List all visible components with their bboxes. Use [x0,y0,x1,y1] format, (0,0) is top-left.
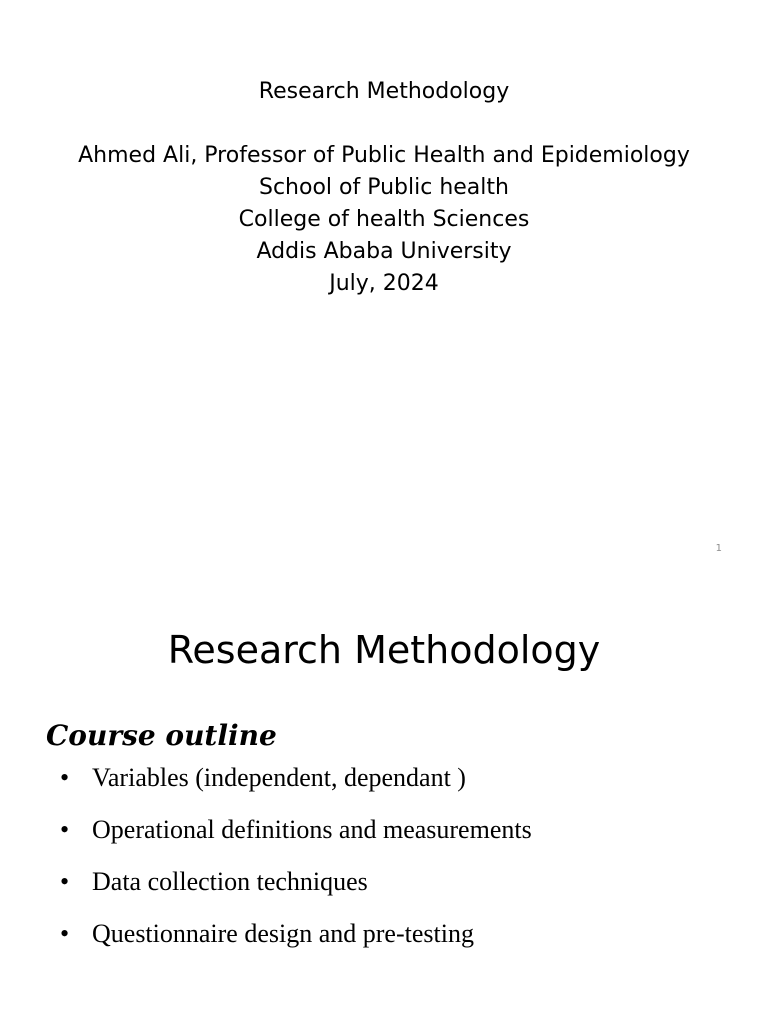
college-line: College of health Sciences [238,207,530,232]
list-item [60,810,532,862]
bullet-icon: • [60,919,70,948]
list-item-text: Operational definitions and measurements [92,815,532,844]
list-item [60,758,532,810]
list-item-text: Data collection techniques [92,867,368,896]
bullet-icon: • [60,763,70,792]
author-line: Ahmed Ali, Professor of Public Health and Epidemiology [78,143,690,168]
school-line: School of Public health [259,175,509,200]
list-item [60,862,532,914]
university-line: Addis Ababa University [256,239,512,264]
slide-2 [0,578,768,1024]
spacer [0,108,768,140]
presentation-title: Research Methodology [258,79,510,104]
bullet-icon: • [60,815,70,844]
bullet-icon: • [60,867,70,896]
title-block [0,76,768,300]
slide-number: 1 [715,543,722,554]
slide-title: Research Methodology [167,628,601,672]
date-line: July, 2024 [329,271,439,296]
list-item [60,914,532,966]
list-item-text: Questionnaire design and pre-testing [92,919,474,948]
course-outline-heading: Course outline [46,719,277,752]
list-item-text: Variables (independent, dependant ) [92,763,466,792]
course-outline-list [60,758,532,966]
